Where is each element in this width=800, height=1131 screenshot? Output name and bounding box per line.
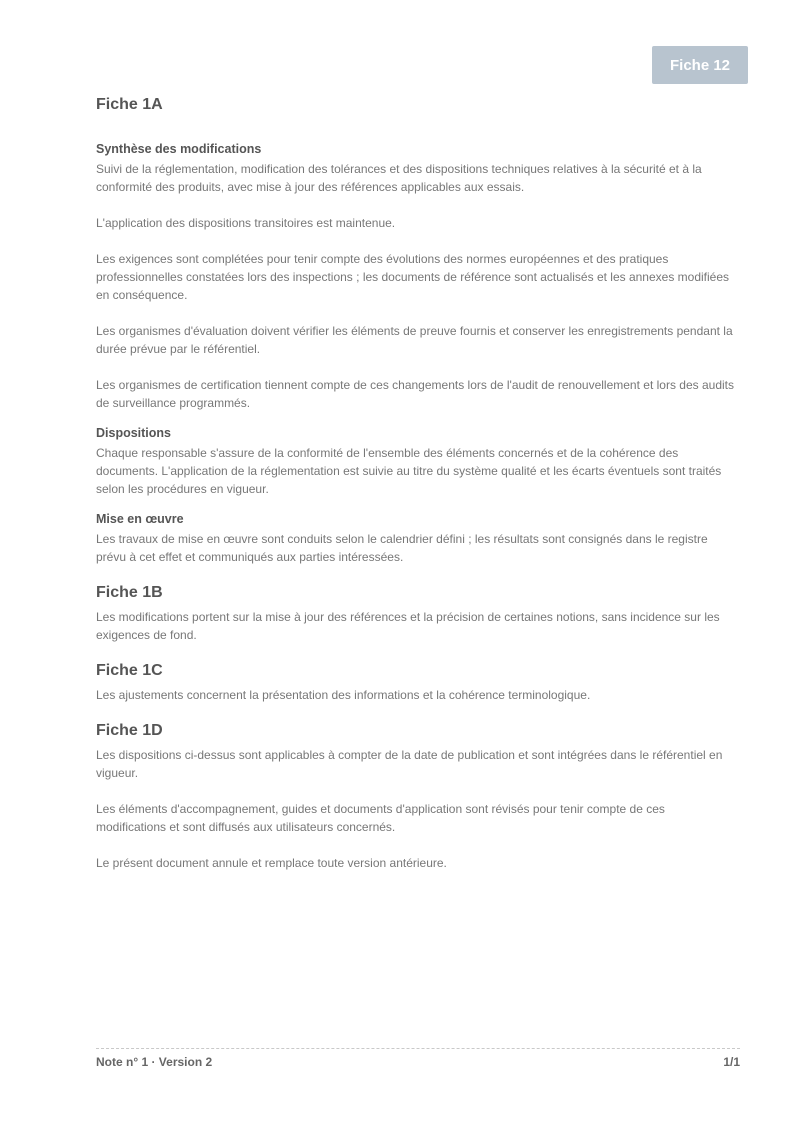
paragraph: Les dispositions ci-dessus sont applicables à compter de la date de publication et sont intégrées dans le référentiel en vigueur. xyxy=(96,748,723,780)
section-title: Fiche 1A xyxy=(96,96,163,113)
paragraph: Les organismes de certification tiennent compte de ces changements lors de l'audit de renouvellement et lors des audits de surveillance programmés. xyxy=(96,378,734,410)
subsection-title: Synthèse des modifications xyxy=(96,142,262,156)
section-title: Fiche 1D xyxy=(96,722,163,739)
paragraph: Les modifications portent sur la mise à jour des références et la précision de certaines notions, sans incidence sur les exigences de fond. xyxy=(96,610,720,642)
paragraph: Les organismes d'évaluation doivent vérifier les éléments de preuve fournis et conserver les enregistrements pendant la durée prévue par le référentiel. xyxy=(96,324,733,356)
section-title: Fiche 1C xyxy=(96,662,163,679)
page-number: 1/1 xyxy=(723,1055,740,1069)
paragraph: Chaque responsable s'assure de la conformité de l'ensemble des éléments concernés et de la cohérence des documents. L'application de la réglementation est suivie au titre du système qualité et les écarts éventuels sont traités selon les procédures en vigueur. xyxy=(96,446,722,496)
section-title: Fiche 1B xyxy=(96,584,163,601)
paragraph: Les éléments d'accompagnement, guides et documents d'application sont révisés pour tenir compte de ces modifications et sont diffusés aux utilisateurs concernés. xyxy=(96,802,665,834)
paragraph: Les travaux de mise en œuvre sont conduits selon le calendrier défini ; les résultats sont consignés dans le registre prévu à cet effet et communiqués aux parties intéressées. xyxy=(96,532,708,564)
subsection-title: Dispositions xyxy=(96,426,172,440)
paragraph: Les ajustements concernent la présentation des informations et la cohérence terminologique. xyxy=(96,688,591,702)
footer-note: Note n° 1 · Version 2 xyxy=(96,1055,213,1069)
paragraph: Suivi de la réglementation, modification des tolérances et des dispositions techniques relatives à la sécurité et à la conformité des produits, avec mise à jour des références applicables aux essais. xyxy=(96,162,702,194)
subsection-title: Mise en œuvre xyxy=(96,512,184,526)
fiche-badge: Fiche 12 xyxy=(652,46,748,84)
paragraph: Les exigences sont complétées pour tenir compte des évolutions des normes européennes et des pratiques professionnelles constatées lors des inspections ; les documents de référence sont actualisés et les annexes modifiées en conséquence. xyxy=(96,252,730,302)
paragraph: L'application des dispositions transitoires est maintenue. xyxy=(96,216,396,230)
page-footer xyxy=(96,1048,740,1069)
document-body xyxy=(96,96,736,890)
paragraph: Le présent document annule et remplace toute version antérieure. xyxy=(96,856,447,870)
